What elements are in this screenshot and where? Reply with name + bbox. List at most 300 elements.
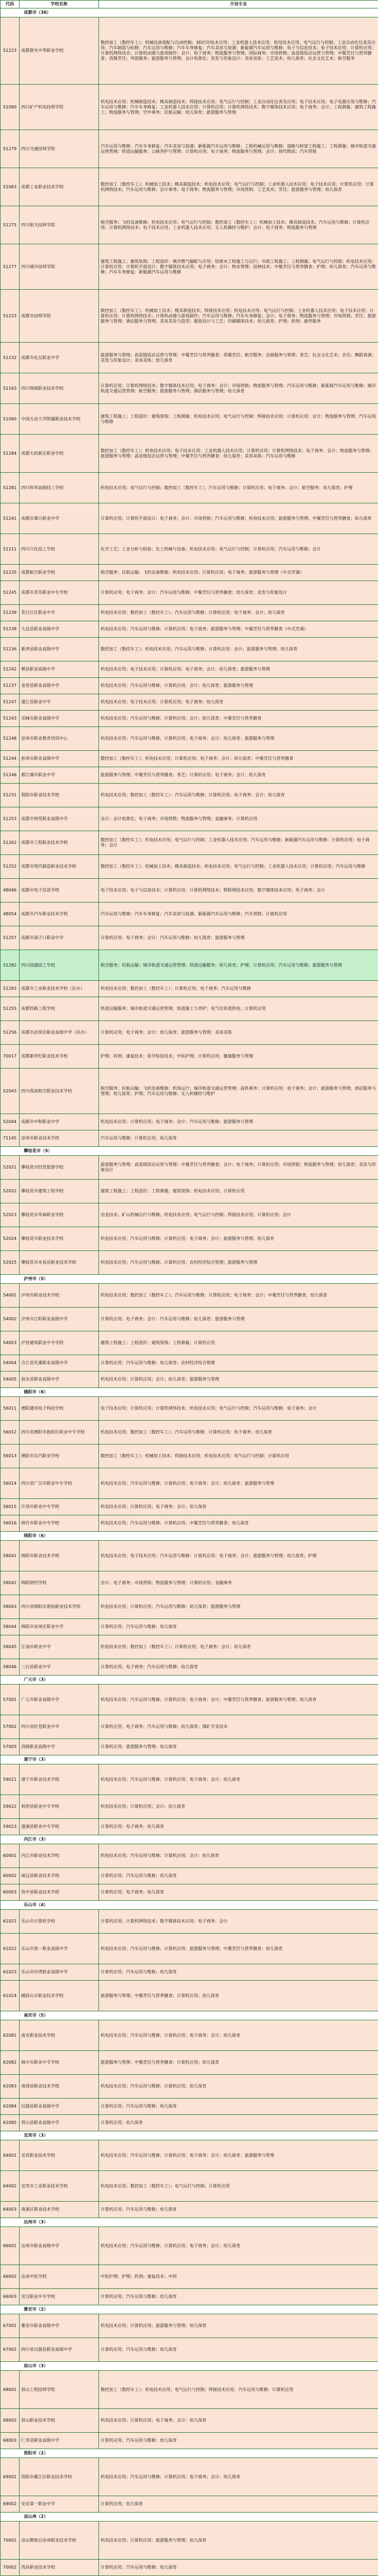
majors-cell: 旅游服务与管理；高星级饭店运营与管理；中餐烹饪与营养膳食；西餐烹饪；航空服务；会展服务与管理；茶艺；社会文化艺术；音乐；舞蹈表演；美发与形象设计；美容美体；幼儿保育: [99, 343, 378, 373]
majors-cell: 数控加工（数控车工）；机械加工技术；模具制造技术；焊接技术应用；机电技术应用；电气运行与控制；工业机器人技术应用；电子技术应用；计算机应用；计算机网络技术；计算机动漫与游戏制作；汽车运用与维修；汽车车身修复；会计；电子商务；物流服务与管理；市场营销；烹饪；旅游服务与管理；酒店服务与管理；美容美发与造型；服装设计与工艺；印刷媒体技术；幼儿保育；护理；药剂；康养服务: [99, 290, 378, 343]
school-name-cell: 都江堰市职业中学: [20, 767, 99, 784]
school-code-cell: 69001: [1, 2458, 20, 2496]
region-label: 广元市（3）: [1, 1676, 378, 1685]
school-name-cell: 成都工业职业技术学校: [20, 168, 99, 206]
table-row: [1, 950, 378, 981]
majors-cell: 机电技术应用；汽车运用与维修；计算机应用；会计；幼儿保育；中餐烹饪与营养膳食: [99, 711, 378, 727]
school-code-cell: 51241: [1, 503, 20, 534]
majors-cell: 机电技术应用；汽车运用与维修；计算机应用；农村经济综合管理；旅游服务与管理: [99, 1251, 378, 1275]
school-code-cell: 56015: [1, 1499, 20, 1515]
region-row: [1, 8, 378, 17]
school-name-cell: 崇州市职业教育培训中心: [20, 727, 99, 751]
table-row: [1, 903, 378, 926]
table-row: [1, 2075, 378, 2099]
majors-cell: 计算机应用；计算机平面设计；电子商务；会计；市场营销；汽车运用与维修；机电技术应用；旅游服务与管理；中餐烹饪与营养膳食；幼儿保育: [99, 503, 378, 534]
school-code-cell: 51243: [1, 711, 20, 727]
majors-cell: 机电技术应用；数控加工（数控车工）；计算机应用；电子商务；会计；幼儿保育: [99, 1635, 378, 1659]
school-name-cell: 成都新世纪职业技术学校: [20, 1045, 99, 1069]
school-code-cell: 51247: [1, 694, 20, 711]
school-code-cell: 51231: [1, 784, 20, 807]
table-row: [1, 1819, 378, 1835]
school-name-cell: 青白江区职业中学: [20, 605, 99, 621]
table-row: [1, 1685, 378, 1715]
school-name-cell: 遂宁市职业技术学校: [20, 1764, 99, 1795]
table-row: [1, 1421, 378, 1445]
table-row: [1, 2051, 378, 2075]
school-name-cell: 德阳市东汽职业学校: [20, 1445, 99, 1468]
school-code-cell: 51245: [1, 581, 20, 605]
table-row: [1, 404, 378, 435]
table-row: [1, 1541, 378, 1571]
header-school-name: 学校名称: [20, 1, 99, 8]
school-name-cell: 四川锦城职业技术学校: [20, 373, 99, 404]
school-code-cell: 51211: [1, 534, 20, 565]
table-row: [1, 751, 378, 767]
majors-cell: 汽车运用与维修；汽车车身修复；汽车美容与装潢；新能源汽车运用与维修；工程机械运用与维修；道路与桥梁工程施工；工程测量；城市轨道交通运营管理；铁道运输服务；公路养护与管理；计算机应用；电子商务；物流服务与管理；会计；现代物流；汽车营销: [99, 130, 378, 168]
school-name-cell: 邛崃市职业高级中学: [20, 711, 99, 727]
school-name-cell: 成都市洞子口职业中学: [20, 926, 99, 950]
school-name-cell: 南部县职业技术学校: [20, 2075, 99, 2099]
school-name-cell: 绵阳财经学校: [20, 1571, 99, 1595]
school-name-cell: 泸州市职业技术学校: [20, 1284, 99, 1308]
school-name-cell: 攀枝花市经贸旅游学校: [20, 1156, 99, 1180]
majors-cell: 电子技术应用；计算机应用；计算机网络技术；机电技术应用；电气运行与控制；汽车运用与维修；电子商务；会计: [99, 1397, 378, 1421]
school-name-cell: 广元市职业高级中学: [20, 1685, 99, 1715]
school-code-cell: 68001: [1, 2371, 20, 2409]
majors-cell: 计算机应用；汽车运用与维修；幼儿保育: [99, 2099, 378, 2115]
table-row: [1, 711, 378, 727]
table-row: [1, 2496, 378, 2513]
school-code-cell: 51284: [1, 435, 20, 473]
table-row: [1, 1715, 378, 1739]
school-name-cell: 成都群光中等职业学校: [20, 17, 99, 85]
majors-cell: 机电技术应用；汽车运用与维修；计算机应用；电子商务；会计；幼儿保育；旅游服务与管理: [99, 2140, 378, 2171]
school-name-cell: 泸州市江阳职业高级中学: [20, 1308, 99, 1331]
school-code-cell: 66003: [1, 2289, 20, 2305]
majors-cell: 计算机应用；计算机网络技术；数字媒体技术应用；电子商务；会计: [99, 1910, 378, 1934]
table-row: [1, 1069, 378, 1114]
school-code-cell: 51239: [1, 605, 20, 621]
table-row: [1, 206, 378, 244]
majors-cell: 数控加工（数控车工）；机电技术应用；电气运行与控制；工业机器人技术应用；汽车运用与维修；新能源汽车运用与维修；计算机应用；电子商务；会计: [99, 831, 378, 855]
school-code-cell: 52025: [1, 1251, 20, 1275]
majors-cell: 机电技术应用；电子技术应用；计算机应用；电子商务；会计；幼儿保育；旅游服务与管理: [99, 661, 378, 678]
table-row: [1, 2409, 378, 2433]
school-name-cell: 仪陇县职业高级中学: [20, 2099, 99, 2115]
majors-cell: 航空服务；飞机设备维修；机电技术应用；电气运行与控制；数控加工（数控车工）；机械加工技术；模具制造技术；汽车运用与维修；计算机应用；计算机网络技术；电子技术应用；工业机器人技术应用；无人机操控与维护；会计；电子商务；物流服务与管理: [99, 206, 378, 244]
school-name-cell: 攀枝花市华森职业学校: [20, 1203, 99, 1227]
school-code-cell: 51248: [1, 727, 20, 751]
school-name-cell: 成都市工程职业技术学校: [20, 831, 99, 855]
school-name-cell: 成都市中和职业中学: [20, 1114, 99, 1130]
region-row: [1, 2362, 378, 2371]
school-code-cell: 67002: [1, 2338, 20, 2362]
region-label: 南充市（5）: [1, 2011, 378, 2020]
majors-cell: 旅游服务与管理；中餐烹饪与营养膳食；计算机应用；幼儿保育: [99, 1981, 378, 2011]
school-code-cell: 51235: [1, 565, 20, 581]
school-name-cell: 阆中市职业中专学校: [20, 2051, 99, 2075]
majors-cell: 机电技术应用；数控加工（数控车工）；汽车运用与维修；计算机应用；电子商务；会计；中餐烹饪与营养膳食；幼儿保育: [99, 1284, 378, 1308]
school-code-cell: 51244: [1, 751, 20, 767]
majors-cell: 计算机应用；电子商务；会计；汽车运用与维修；幼儿保育；旅游服务与管理: [99, 926, 378, 950]
school-code-cell: 51246: [1, 767, 20, 784]
majors-cell: 机电技术应用；数控加工（数控车工）；汽车运用与维修；计算机应用；电子商务；会计；幼儿保育: [99, 605, 378, 621]
majors-cell: 机电技术应用；电气运行与控制；数控加工（数控车工）；汽车运用与维修；计算机应用；电子商务；会计；航空服务；幼儿保育；护理: [99, 473, 378, 503]
table-row: [1, 1445, 378, 1468]
school-name-cell: 绵阳市职业技术学校: [20, 1541, 99, 1571]
majors-cell: 机电技术应用；计算机应用；电子商务；会计；幼儿保育: [99, 1499, 378, 1515]
school-name-cell: 成都市现代制造职业技术学校: [20, 855, 99, 879]
majors-cell: 会计；电子商务；市场营销；物流服务与管理；计算机应用；金融事务: [99, 1571, 378, 1595]
school-name-cell: 西昌职业技术学校: [20, 2560, 99, 2576]
school-name-cell: 攀枝花市米易县职业技术学校: [20, 1251, 99, 1275]
school-code-cell: 62085: [1, 2115, 20, 2131]
school-code-cell: 54004: [1, 1355, 20, 1372]
school-name-cell: 四川省广汉市职业中专学校: [20, 1468, 99, 1499]
school-code-cell: 64002: [1, 2171, 20, 2202]
majors-cell: 中医护理；护理；药剂；康复技术；中药: [99, 2265, 378, 2289]
region-row: [1, 1755, 378, 1764]
school-code-cell: 58044: [1, 1619, 20, 1635]
region-row: [1, 2449, 378, 2458]
table-row: [1, 1934, 378, 1964]
table-row: [1, 1284, 378, 1308]
table-row: [1, 997, 378, 1021]
table-row: [1, 1844, 378, 1868]
majors-cell: 机电技术应用；计算机应用；旅游服务与管理；幼儿保育: [99, 2522, 378, 2560]
table-row: [1, 855, 378, 879]
region-row: [1, 2218, 378, 2227]
school-name-cell: 雅安市职业高级中学: [20, 2314, 99, 2338]
table-row: [1, 534, 378, 565]
table-header-row: [1, 1, 378, 8]
majors-cell: 计算机应用；幼儿保育: [99, 2115, 378, 2131]
majors-cell: 计算机应用；电子商务；会计；幼儿保育；旅游服务与管理；美容美体: [99, 1021, 378, 1045]
table-row: [1, 2338, 378, 2362]
majors-cell: 机电技术应用；电子技术应用；汽车运用与维修；计算机应用；电子商务；会计；旅游服务与管理；幼儿保育；护理: [99, 1541, 378, 1571]
table-row: [1, 1795, 378, 1819]
school-name-cell: 营山县职业高级中学: [20, 2115, 99, 2131]
school-name-cell: 四川省旺苍职业中学: [20, 1715, 99, 1739]
region-row: [1, 2513, 378, 2522]
school-code-cell: 68002: [1, 2409, 20, 2433]
table-row: [1, 2458, 378, 2496]
school-code-cell: 51252: [1, 855, 20, 879]
table-row: [1, 168, 378, 206]
table-row: [1, 2314, 378, 2338]
region-label: 资阳市（2）: [1, 2449, 378, 2458]
school-name-cell: 成都市电子信息学校: [20, 879, 99, 903]
majors-cell: 建筑工程施工；建筑装饰；工程造价；城市燃气输配与应用；给排水工程施工与运行；市政工程施工；工程测量；电气运行与控制；机电技术应用；计算机应用；计算机平面设计；数字媒体技术应用；电子商务；会计；物业管理；园林技术；中餐烹饪与营养膳食；护理；幼儿保育；汽车运用与维修；汽车车身修复；新能源汽车运用与维修: [99, 244, 378, 290]
majors-cell: 计算机应用；汽车运用与维修；幼儿保育: [99, 2202, 378, 2218]
majors-cell: 护理；药剂；康复技术；医学检验技术；中医护理；计算机应用；健康服务与管理: [99, 1045, 378, 1069]
school-code-cell: 51236: [1, 638, 20, 661]
region-label: 达州市（3）: [1, 2218, 378, 2227]
table-row: [1, 2099, 378, 2115]
table-row: [1, 678, 378, 694]
school-code-cell: 52023: [1, 1203, 20, 1227]
majors-cell: 机电技术应用；计算机应用；电子商务；会计；汽车运用与维修；旅游服务与管理: [99, 1114, 378, 1130]
school-code-cell: 59021: [1, 1764, 20, 1795]
school-code-cell: 51255: [1, 997, 20, 1021]
majors-cell: 建筑工程施工；工程造价；工程测量；建筑装饰；机电技术应用；计算机应用: [99, 1180, 378, 1203]
school-code-cell: 56012: [1, 1421, 20, 1445]
school-name-cell: 宜宾职业技术学校: [20, 2140, 99, 2171]
table-row: [1, 2202, 378, 2218]
majors-cell: 航空服务；民航运输；飞机设备维修；机场运行；城市轨道交通运营管理；高铁乘务；计算机应用；电子商务；会计；旅游服务与管理；酒店服务与管理；幼儿保育；护理；汽车运用与维修；无人机操控与维护: [99, 1069, 378, 1114]
region-label: 乐山市（4）: [1, 1901, 378, 1910]
majors-cell: 机电技术应用；电子技术应用；计算机应用；电子商务；幼儿保育: [99, 694, 378, 711]
table-row: [1, 1868, 378, 1884]
school-name-cell: 射洪县职业中专学校: [20, 1795, 99, 1819]
majors-cell: 机电技术应用；数控加工（数控车工）；汽车运用与维修；计算机应用；电子商务；幼儿保育: [99, 1421, 378, 1445]
table-row: [1, 1372, 378, 1388]
school-name-cell: 四川科华高级技工学校: [20, 473, 99, 503]
school-code-cell: 62082: [1, 2051, 20, 2075]
school-code-cell: 59023: [1, 1819, 20, 1835]
majors-cell: 计算机应用；电子商务；汽车运用与维修；幼儿保育；煤矿开采技术: [99, 1715, 378, 1739]
school-code-cell: 58041: [1, 1541, 20, 1571]
table-row: [1, 1635, 378, 1659]
school-code-cell: 52044: [1, 1114, 20, 1130]
school-code-cell: 64003: [1, 2202, 20, 2218]
header-majors: 开设专业: [99, 1, 378, 8]
school-name-cell: 成都市青苏职业中专学校: [20, 581, 99, 605]
region-row: [1, 1901, 378, 1910]
school-code-cell: 51257: [1, 926, 20, 950]
school-name-cell: 合江县先滩职业高级中学: [20, 1355, 99, 1372]
table-row: [1, 1981, 378, 2011]
school-code-cell: 51232: [1, 343, 20, 373]
table-row: [1, 981, 378, 997]
table-row: [1, 1884, 378, 1901]
school-name-cell: 泸县建筑职业中专学校: [20, 1331, 99, 1355]
school-code-cell: 62081: [1, 2020, 20, 2051]
school-code-cell: 52024: [1, 1227, 20, 1251]
school-code-cell: 54003: [1, 1331, 20, 1355]
school-name-cell: 达州市职业高级中学: [20, 2227, 99, 2265]
majors-cell: 冶金技术；矿山机械运行与维修；机电技术应用；电气运行与控制；焊接技术应用；计算机应用；会计: [99, 1203, 378, 1227]
school-code-cell: 67001: [1, 2314, 20, 2338]
majors-cell: 铁道运输服务；城市轨道交通运营管理；铁道施工与养护；电气化铁道供电；计算机应用: [99, 997, 378, 1021]
majors-cell: 汽车运用与维修；汽车车身修复；汽车美容与装潢；新能源汽车运用与维修；汽车营销；计算机应用: [99, 903, 378, 926]
table-row: [1, 503, 378, 534]
majors-cell: 数控加工（数控车工）；机电技术应用；电子技术应用；工业机器人技术应用；计算机应用；计算机网络技术；电子商务；会计；物流服务与管理；旅游服务与管理；高星级饭店运营与管理；中餐烹饪与营养膳食；幼儿保育；美容美体；汽车运用与维修: [99, 435, 378, 473]
table-row: [1, 1468, 378, 1499]
region-row: [1, 1147, 378, 1156]
majors-cell: 电子技术应用；电子与信息技术；计算机应用；计算机网络技术；物联网技术应用；数字媒体技术应用；电子商务；会计: [99, 879, 378, 903]
school-code-cell: 66001: [1, 2227, 20, 2265]
majors-cell: 旅游服务与管理；中餐烹饪与营养膳食；计算机应用；幼儿保育: [99, 2051, 378, 2075]
majors-cell: 机电技术应用；汽车运用与维修；计算机应用；电子商务；会计；幼儿保育: [99, 2227, 378, 2265]
school-code-cell: 60003: [1, 1884, 20, 1901]
table-row: [1, 926, 378, 950]
school-name-cell: 四川航天技师学院: [20, 206, 99, 244]
table-body: [1, 8, 378, 2576]
table-row: [1, 1308, 378, 1331]
table-row: [1, 879, 378, 903]
majors-cell: 数控加工（数控车工）；机电技术应用；汽车运用与维修；计算机应用；会计；旅游服务与管理；幼儿保育: [99, 638, 378, 661]
majors-cell: 计算机应用；汽车运用与维修；幼儿保育: [99, 1964, 378, 1981]
majors-cell: 数控加工（数控车工）；机械设备装配与自动控制；3D打印技术应用；工业机器人技术应用；机电技术应用；电气运行与控制；工业自动化仪表及应用；汽车制造与检修；汽车运用与维修；汽车车身修复；汽车美容与装潢；新能源汽车运用与维修；电子与信息技术；电子技术应用；计算机应用；计算机网络技术；计算机动漫与游戏制作；会计；电子商务；物流服务与管理；国际商务；市场营销；高星级饭店运营与管理；中餐烹饪与营养膳食；西餐烹饪；导游服务；旅游服务与管理；会计电算化；美发与形象设计；美容美体；工艺美术；幼儿保育；社会文化艺术；航空服务: [99, 17, 378, 85]
majors-cell: 计算机应用；汽车运用与维修；幼儿保育: [99, 1868, 378, 1884]
table-row: [1, 1251, 378, 1275]
majors-cell: 机电技术应用；汽车运用与维修；计算机应用；电子商务；会计；幼儿保育: [99, 2458, 378, 2496]
region-label: 攀枝花市（5）: [1, 1147, 378, 1156]
majors-cell: 机电技术应用；汽车运用与维修；计算机应用；电子商务；会计；中餐烹饪与营养膳食；旅游服务与管理；幼儿保育: [99, 1685, 378, 1715]
majors-cell: 建筑工程施工；工程造价；建筑装饰；工程测量；计算机应用: [99, 1331, 378, 1355]
school-code-cell: 58043: [1, 1595, 20, 1619]
table-row: [1, 1203, 378, 1227]
majors-cell: 机电技术应用；汽车运用与维修；计算机应用；幼儿保育: [99, 2075, 378, 2099]
table-row: [1, 694, 378, 711]
table-row: [1, 473, 378, 503]
table-row: [1, 1515, 378, 1532]
header-code: 代码: [1, 1, 20, 8]
school-name-cell: 江油市职业中学: [20, 1635, 99, 1659]
majors-cell: 机电技术应用；汽车运用与维修；计算机应用；电子商务；旅游服务与管理；中餐烹饪与营养膳食（中式烹调）: [99, 621, 378, 638]
table-row: [1, 1595, 378, 1619]
majors-cell: 计算机应用；汽车运用与维修；幼儿保育: [99, 2289, 378, 2305]
school-code-cell: 66002: [1, 2265, 20, 2289]
school-name-cell: 南溪区职业技术学校: [20, 2202, 99, 2218]
table-row: [1, 2140, 378, 2171]
school-name-cell: 崇州市职业技术学校: [20, 1130, 99, 1147]
school-code-cell: 57003: [1, 1739, 20, 1755]
table-row: [1, 1964, 378, 1981]
region-label: 眉山市（3）: [1, 2362, 378, 2371]
table-row: [1, 2115, 378, 2131]
school-name-cell: 成都铁路工程学校: [20, 997, 99, 1021]
region-label: 遂宁市（3）: [1, 1755, 378, 1764]
school-name-cell: 成都市技师学院: [20, 290, 99, 343]
majors-cell: 机电技术应用；汽车运用与维修；计算机应用；电子商务；会计；旅游服务与管理；幼儿保育: [99, 1227, 378, 1251]
table-row: [1, 767, 378, 784]
school-code-cell: 62083: [1, 2075, 20, 2099]
region-row: [1, 1275, 378, 1284]
school-code-cell: 59022: [1, 1795, 20, 1819]
school-name-cell: 郫县职业高级中学: [20, 661, 99, 678]
majors-cell: 机电技术应用；汽车运用与维修；计算机应用；电子商务；会计；幼儿保育；旅游服务与管理: [99, 727, 378, 751]
table-row: [1, 85, 378, 130]
school-code-cell: 51275: [1, 206, 20, 244]
table-row: [1, 1045, 378, 1069]
school-name-cell: 宜宾市工业职业技术学校: [20, 2171, 99, 2202]
region-row: [1, 1835, 378, 1844]
majors-cell: 建筑工程施工；工程造价；建筑装饰；工程测量；机电技术应用；电气运行与控制；焊接技术应用；计算机应用；会计；物流服务与管理；汽车运用与维修: [99, 404, 378, 435]
school-code-cell: 48054: [1, 903, 20, 926]
school-name-cell: 四川省德阳市旌阳区职业中专学校: [20, 1421, 99, 1445]
school-name-cell: 宣汉职业中专学校: [20, 2289, 99, 2305]
table-row: [1, 1397, 378, 1421]
school-name-cell: 四川国盛技工学校: [20, 950, 99, 981]
school-name-cell: 四川城市技师学院: [20, 244, 99, 290]
school-name-cell: 攀枝花市职业技术学校: [20, 1227, 99, 1251]
majors-cell: 数控加工（数控车工）；机电技术应用；电气运行与控制；焊接技术应用；汽车运用与维修；计算机应用: [99, 2371, 378, 2409]
table-row: [1, 2371, 378, 2409]
school-code-cell: 52022: [1, 1180, 20, 1203]
school-code-cell: 56014: [1, 1468, 20, 1499]
table-row: [1, 2522, 378, 2560]
table-row: [1, 2227, 378, 2265]
region-label: 雅安市（2）: [1, 2305, 378, 2314]
school-name-cell: 成都市工业职业技术学校（民办）: [20, 981, 99, 997]
majors-cell: 计算机应用；汽车运用与维修；幼儿保育: [99, 2560, 378, 2576]
school-code-cell: 51281: [1, 473, 20, 503]
table-row: [1, 1571, 378, 1595]
table-row: [1, 831, 378, 855]
table-row: [1, 2289, 378, 2305]
school-name-cell: 仁寿县职业高级中学: [20, 2433, 99, 2449]
school-code-cell: 51233: [1, 290, 20, 343]
school-code-cell: 60002: [1, 1868, 20, 1884]
school-name-cell: 安岳第一职业中学: [20, 2496, 99, 2513]
school-code-cell: 58045: [1, 1635, 20, 1659]
school-name-cell: 乐山市沙湾职业高级中学: [20, 1964, 99, 1981]
school-name-cell: 成都市蜀兴职业中学: [20, 503, 99, 534]
school-name-cell: 成都航空职业学校: [20, 565, 99, 581]
school-name-cell: 大邑县职业高级中学: [20, 621, 99, 638]
school-code-cell: 51282: [1, 950, 20, 981]
table-row: [1, 661, 378, 678]
table-row: [1, 1180, 378, 1203]
majors-cell: 机电技术应用；计算机应用；会计；幼儿保育；旅游服务与管理: [99, 1372, 378, 1388]
table-row: [1, 1227, 378, 1251]
majors-cell: 计算机应用；电子商务；会计；汽车运用与维修；幼儿保育；旅游服务与管理: [99, 1308, 378, 1331]
school-code-cell: 61023: [1, 1964, 20, 1981]
majors-cell: 旅游服务与管理；中餐烹饪与营养膳食；茶艺；计算机应用；电子商务；会计；幼儿保育: [99, 767, 378, 784]
school-code-cell: 61021: [1, 1910, 20, 1934]
school-name-cell: 四川省绵阳市游仙职业技术学校: [20, 1595, 99, 1619]
region-row: [1, 2305, 378, 2314]
majors-cell: 计算机应用；汽车运用与维修；幼儿保育: [99, 2433, 378, 2449]
school-name-cell: 四川西南航空职业技术学校: [20, 1069, 99, 1114]
table-row: [1, 1114, 378, 1130]
school-code-cell: 70001: [1, 2522, 20, 2560]
majors-cell: 机电技术应用；数控加工（数控车工）；汽车运用与维修；计算机应用；电子商务；会计；幼儿保育: [99, 784, 378, 807]
school-name-cell: 威远县职业技术学校: [20, 1868, 99, 1884]
school-code-cell: 54001: [1, 1284, 20, 1308]
school-code-cell: 57001: [1, 1685, 20, 1715]
table-row: [1, 565, 378, 581]
table-row: [1, 1130, 378, 1147]
table-row: [1, 1619, 378, 1635]
school-code-cell: 68003: [1, 2433, 20, 2449]
school-code-cell: 52043: [1, 1069, 20, 1114]
majors-cell: 数控加工（数控车工）；机械加工技术；焊接技术应用；机电技术应用；电气运行与控制；计算机应用: [99, 1445, 378, 1468]
table-row: [1, 1659, 378, 1676]
region-row: [1, 2131, 378, 2140]
majors-cell: 计算机应用；汽车运用与维修；幼儿保育: [99, 2338, 378, 2362]
table-row: [1, 244, 378, 290]
region-row: [1, 2011, 378, 2020]
region-label: 内江市（3）: [1, 1835, 378, 1844]
majors-cell: 机电技术应用；汽车运用与维修；计算机应用；电子商务；会计；幼儿保育；旅游服务与管理: [99, 1468, 378, 1499]
school-name-cell: 四川省汉源县职业高级中学: [20, 2338, 99, 2362]
school-code-cell: 56013: [1, 1445, 20, 1468]
school-code-cell: 51262: [1, 831, 20, 855]
table-row: [1, 621, 378, 638]
table-row: [1, 2265, 378, 2289]
school-name-cell: 绵阳市安州区职业中学: [20, 1619, 99, 1635]
region-row: [1, 1388, 378, 1397]
majors-cell: 机电技术应用；数控加工（数控车工）；电气运行与控制；计算机应用: [99, 2171, 378, 2202]
table-row: [1, 1156, 378, 1180]
school-code-cell: 51279: [1, 130, 20, 168]
table-row: [1, 2560, 378, 2576]
school-name-cell: 成都天府新区职业学校: [20, 435, 99, 473]
school-name-cell: 眉山工程技师学院: [20, 2371, 99, 2409]
